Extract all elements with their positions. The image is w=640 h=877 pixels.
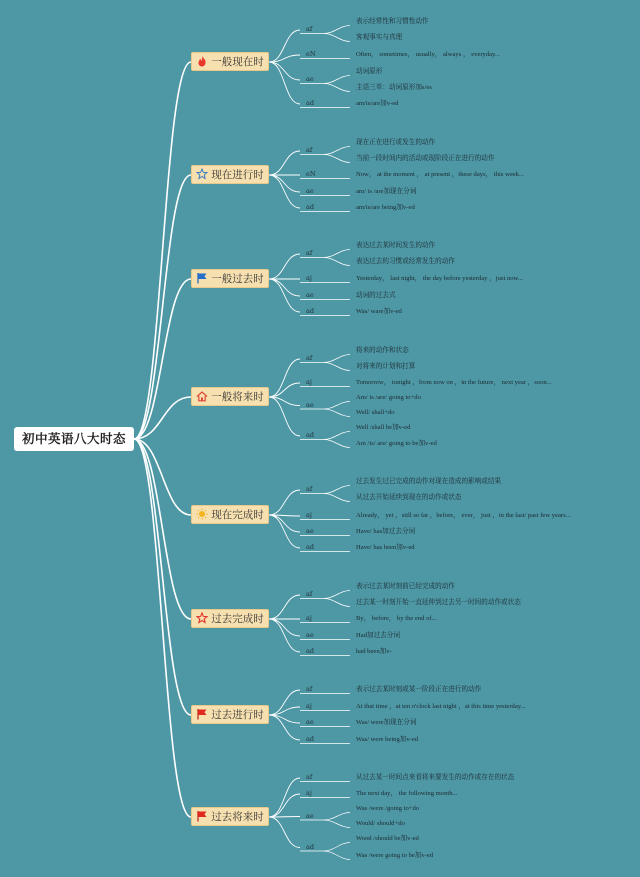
tense-node[interactable] [191,505,269,524]
tense-node[interactable] [191,269,269,288]
branch-line [269,817,300,818]
branch-line [324,76,350,84]
category-label: ae [306,811,314,820]
branch-line [269,254,300,279]
branch-line [269,778,300,817]
detail-item: Already， yet ，still so far ，before， ever， just ，in the last/ past few years... [356,512,571,519]
fire-icon [196,56,211,68]
category-label: ae [306,400,314,409]
category-label: ad [306,99,315,107]
detail-item: am/ is /are加现在分词 [356,188,417,195]
branch-line [134,439,191,619]
category-label: aj [306,789,312,797]
detail-item: 表示经常性和习惯性动作 [356,18,429,25]
category-label: ae [306,291,314,299]
branch-line [324,402,350,410]
detail-item: Have/ has been加v-ed [356,544,415,551]
branch-line [324,843,350,852]
branch-line [324,34,350,42]
detail-item: Am /is/ are/ going to be加v-ed [356,440,437,447]
branch-line [324,851,350,860]
tense-node[interactable] [191,609,269,628]
detail-item: 表达过去某时间发生的动作 [356,242,436,249]
category-label: eN [306,50,316,58]
category-label: ad [306,735,315,743]
tense-name: 现在进行时 [211,169,264,181]
branch-line [269,619,300,636]
tense-node[interactable] [191,387,269,406]
category-label: ae [306,527,314,535]
detail-item: 表达过去的习惯或经常发生的动作 [356,258,455,265]
detail-item: 动词的过去式 [356,292,396,299]
category-label: af [306,590,313,598]
branch-line [269,62,300,80]
detail-item: 当前一段时间内的活动或现阶段正在进行的动作 [356,155,495,162]
home-icon [196,391,211,403]
category-label: aj [306,614,312,622]
category-label: af [306,485,313,493]
detail-item: Yesterday， last night， the day before yesterday ，just now... [356,275,523,282]
branch-line [324,599,350,607]
detail-item: Well /shall be加v-ed [356,424,411,431]
detail-item: 动词原形 [356,68,383,75]
detail-item: 过去发生过已完成的动作对现在造成的影响或结果 [356,478,502,485]
branch-line [269,595,300,619]
detail-item: 从过去开始延续到现在的动作或状态 [356,494,462,501]
blue-flag-icon [196,273,211,285]
branch-line [324,409,350,417]
detail-item: am/is/are加v-ed [356,100,399,107]
category-label: ad [306,842,315,851]
detail-item: Was/ were加现在分词 [356,719,417,726]
branch-line [269,62,300,104]
branch-line [324,84,350,92]
detail-item: 表示过去某时刻前已经完成的动作 [356,583,455,590]
category-label: aj [306,378,312,386]
red-flag-icon [196,709,211,721]
category-label: ae [306,718,314,726]
category-label: aj [306,274,312,282]
detail-item: 将来的动作和状态 [356,347,409,354]
category-label: eN [306,170,316,178]
tense-name: 一般现在时 [211,56,264,68]
detail-item: 主语三单：动词原形加s/es [356,84,432,91]
tense-name: 一般过去时 [211,273,264,285]
category-label: ae [306,187,314,195]
detail-item: Would/ should+do [356,820,405,827]
tense-node[interactable] [191,165,269,184]
branch-line [269,151,300,175]
detail-item: The next day， the following month... [356,790,458,797]
detail-item: am/is/are being加v-ed [356,204,415,211]
detail-item: At that time ，at ten o'clock last night ，at this time yesterday... [356,703,526,710]
category-label: af [306,25,313,33]
branch-line [269,515,300,532]
category-label: af [306,685,313,693]
detail-item: Often， sometimes， usually， always ， everyday... [356,51,500,58]
category-label: af [306,146,313,154]
branch-line [324,486,350,494]
category-label: af [306,249,313,257]
detail-item: Tomorrow， tonight ，from now on ，in the future， next year ，soon... [356,379,552,386]
tense-name: 过去进行时 [211,709,264,721]
root-topic[interactable]: 初中英语八大时态 [14,427,134,451]
branch-line [134,439,191,817]
branch-line [269,359,300,397]
detail-item: 表示过去某时刻或某一阶段正在进行的动作 [356,686,482,693]
branch-line [324,155,350,163]
category-label: aj [306,702,312,710]
detail-item: By， before， by the end of... [356,615,437,622]
branch-line [269,397,300,436]
tense-node[interactable] [191,52,269,71]
detail-item: 从过去某一时间点来看将来要发生的动作或存在的状态 [356,774,515,781]
category-label: ae [306,75,314,83]
tense-node[interactable] [191,807,269,826]
detail-item: Was/ were being加v-ed [356,736,419,743]
star-outline-icon [196,169,211,181]
branch-line [269,279,300,296]
branch-line [324,440,350,448]
detail-item: Now， at the moment ， at present ，these days， this week... [356,171,524,178]
category-label: ad [306,543,315,551]
sun-icon [196,509,211,521]
branch-line [324,820,350,828]
detail-item: 现在正在进行或发生的动作 [356,139,436,146]
detail-item: Am/ is /are/ going to+do [356,394,421,401]
branch-line [134,439,191,715]
category-label: ad [306,647,315,655]
branch-line [269,383,300,397]
branch-line [324,591,350,599]
tense-name: 一般将来时 [211,391,264,403]
tense-name: 过去完成时 [211,613,264,625]
branch-line [324,494,350,502]
detail-item: 过去某一时刻开始一直延伸到过去另一时间的动作或状态 [356,599,521,606]
tense-node[interactable] [191,705,269,724]
branch-line [269,175,300,192]
category-label: ad [306,307,315,315]
tense-name: 过去将来时 [211,811,264,823]
branch-line [324,147,350,155]
branch-line [269,817,300,848]
branch-line [324,250,350,258]
detail-item: Was /were /going to+do [356,805,420,812]
detail-item: had been加v- [356,648,392,655]
category-label: aj [306,511,312,519]
branch-line [134,175,191,439]
detail-item: Have/ has加过去分词 [356,528,416,535]
tense-name: 现在完成时 [211,509,264,521]
detail-item: Wood /should be加v-ed [356,835,419,842]
red-star-icon [196,613,211,625]
branch-line [324,26,350,34]
detail-item: Well/ shall+do [356,409,395,416]
branch-line [269,30,300,62]
detail-item: 对将来的计划和打算 [356,363,416,370]
category-label: af [306,354,313,362]
branch-line [324,355,350,363]
branch-line [324,432,350,440]
category-label: ad [306,203,315,211]
branch-line [134,62,191,439]
detail-item: Had加过去分词 [356,632,400,639]
branch-line [324,813,350,821]
category-label: ad [306,431,315,439]
detail-item: Was/ ware加v-ed [356,308,402,315]
detail-item: Was /were going to be加v-ed [356,852,434,859]
branch-line [324,363,350,371]
branch-line [269,490,300,515]
red-flag-icon [196,811,211,823]
category-label: ae [306,631,314,639]
branch-line [324,258,350,266]
detail-item: 客观事实与真理 [356,34,403,41]
category-label: af [306,773,313,781]
